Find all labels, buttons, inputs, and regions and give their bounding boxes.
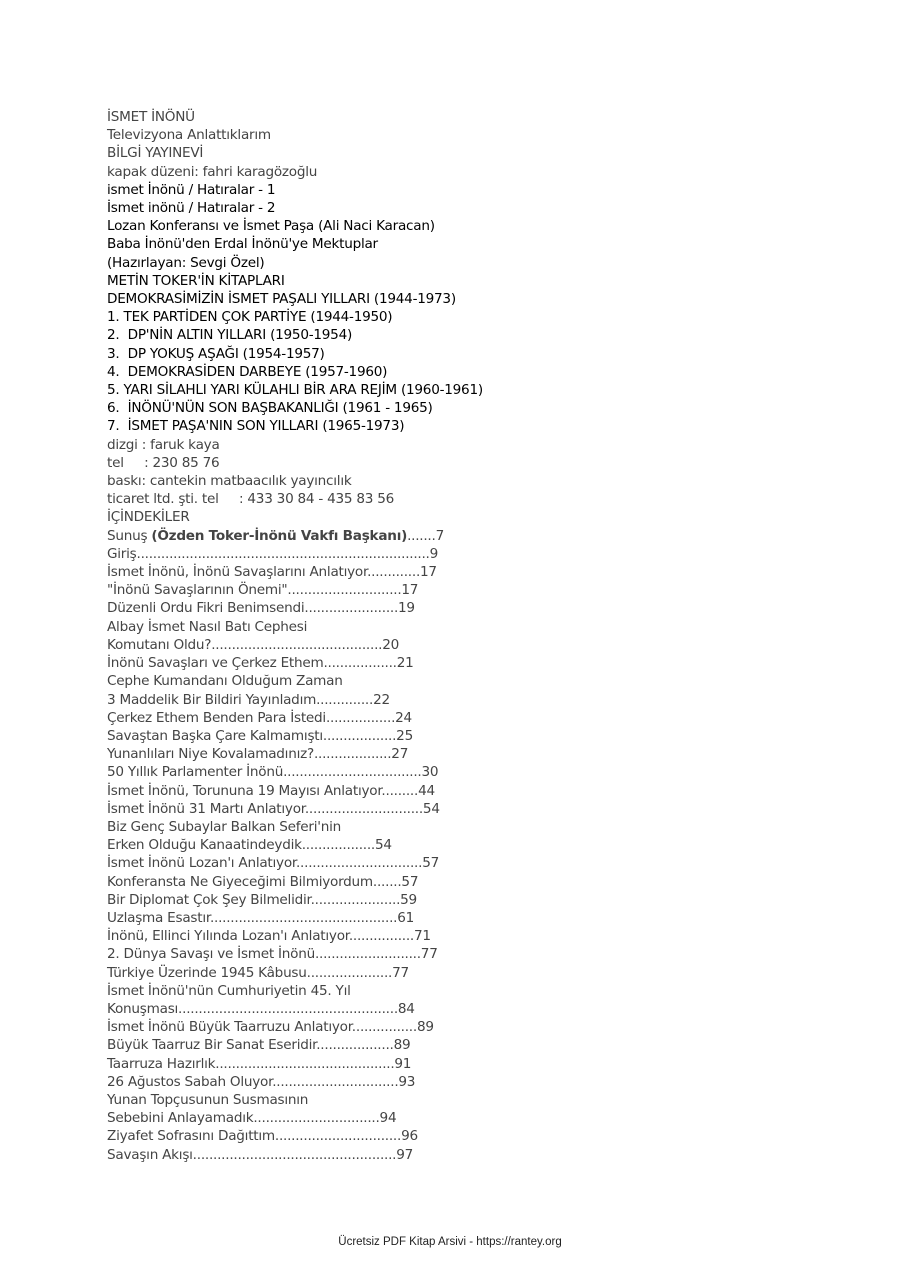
toc-entry: Komutanı Oldu?..........................................20 [107, 636, 400, 653]
front-matter-line: METİN TOKER'İN KİTAPLARI [107, 272, 285, 289]
toc-entry: İnönü Savaşları ve Çerkez Ethem..................21 [107, 655, 414, 672]
front-matter-line: Televizyona Anlattıklarım [107, 127, 271, 144]
toc-entry: 26 Ağustos Sabah Oluyor...............................93 [107, 1073, 416, 1090]
toc-entry: Yunan Topçusunun Susmasının [107, 1091, 309, 1108]
front-matter-line: Baba İnönü'den Erdal İnönü'ye Mektuplar [107, 236, 378, 253]
toc-entry: İsmet İnönü Büyük Taarruzu Anlatıyor................89 [107, 1019, 434, 1036]
sunus-prefix: Sunuş [107, 527, 152, 544]
toc-entry: 2. Dünya Savaşı ve İsmet İnönü..........................77 [107, 946, 438, 963]
toc-entry: Yunanlıları Niye Kovalamadınız?...................27 [107, 746, 409, 763]
front-matter-line: İSMET İNÖNÜ [107, 109, 195, 125]
front-matter-line: İÇİNDEKİLER [107, 509, 190, 526]
front-matter-line: 3. DP YOKUŞ AŞAĞI (1954-1957) [107, 345, 325, 362]
toc-entry: Çerkez Ethem Benden Para İstedi.................24 [107, 709, 412, 726]
front-matter-line: 5. YARI SİLAHLI YARI KÜLAHLI BİR ARA REJİM (1960-1961) [107, 382, 483, 399]
sunus-suffix: .......7 [407, 527, 444, 544]
toc-entry: Savaşın Akışı..................................................97 [107, 1146, 414, 1163]
toc-entry: Konuşması......................................................84 [107, 1000, 415, 1017]
front-matter-line: baskı: cantekin matbaacılık yayıncılık [107, 473, 352, 490]
toc-entry: Giriş........................................................................9 [107, 545, 439, 562]
front-matter-line: tel : 230 85 76 [107, 454, 220, 471]
toc-entry: İsmet İnönü, İnönü Savaşlarını Anlatıyor.............17 [107, 564, 437, 581]
toc-entry: İsmet İnönü 31 Martı Anlatıyor.............................54 [107, 800, 440, 817]
toc-entry: Düzenli Ordu Fikri Benimsendi.......................19 [107, 600, 415, 617]
toc-entry: Biz Genç Subaylar Balkan Seferi'nin [107, 818, 341, 835]
toc-entry: Erken Olduğu Kanaatindeydik..................54 [107, 837, 392, 854]
toc-entry: Ziyafet Sofrasını Dağıttım...............................96 [107, 1128, 418, 1145]
front-matter [107, 108, 807, 527]
toc-entry: Albay İsmet Nasıl Batı Cephesi [107, 618, 308, 635]
front-matter-line: dizgi : faruk kaya [107, 436, 220, 453]
front-matter-line: BİLGİ YAYINEVİ [107, 145, 204, 162]
toc-entry: Uzlaşma Esastır..............................................61 [107, 909, 415, 926]
sunus-bold: (Özden Toker-İnönü Vakfı Başkanı) [151, 527, 408, 544]
front-matter-line: 6. İNÖNÜ'NÜN SON BAŞBAKANLIĞI (1961 - 1965) [107, 400, 433, 417]
front-matter-line: 7. İSMET PAŞA'NIN SON YILLARI (1965-1973) [107, 418, 405, 435]
toc-entry: "İnönü Savaşlarının Önemi"............................17 [107, 582, 419, 599]
front-matter-line: kapak düzeni: fahri karagözoğlu [107, 163, 318, 180]
document-page [107, 108, 807, 1164]
front-matter-line: 4. DEMOKRASİDEN DARBEYE (1957-1960) [107, 363, 388, 380]
toc-entry: Sebebini Anlayamadık...............................94 [107, 1110, 397, 1127]
table-of-contents [107, 545, 807, 1164]
front-matter-line: ismet İnönü / Hatıralar - 1 [107, 181, 276, 198]
toc-entry: Cephe Kumandanı Olduğum Zaman [107, 673, 343, 690]
toc-entry: Savaştan Başka Çare Kalmamıştı..................25 [107, 727, 413, 744]
toc-entry: Türkiye Üzerinde 1945 Kâbusu.....................77 [107, 964, 409, 981]
toc-entry: Büyük Taarruz Bir Sanat Eseridir...................89 [107, 1037, 411, 1054]
toc-entry: 50 Yıllık Parlamenter İnönü..................................30 [107, 764, 439, 781]
front-matter-line: Lozan Konferansı ve İsmet Paşa (Ali Naci Karacan) [107, 218, 435, 235]
toc-entry: İsmet İnönü Lozan'ı Anlatıyor...............................57 [107, 855, 439, 872]
toc-sunus-entry [107, 527, 807, 545]
front-matter-line: (Hazırlayan: Sevgi Özel) [107, 254, 265, 271]
toc-entry: İsmet İnönü, Torununa 19 Mayısı Anlatıyor.........44 [107, 782, 435, 799]
toc-entry: Taarruza Hazırlık............................................91 [107, 1055, 412, 1072]
footer-text: Ücretsiz PDF Kitap Arsivi - https://rantey.org [338, 1236, 562, 1248]
toc-entry: İsmet İnönü'nün Cumhuriyetin 45. Yıl [107, 982, 351, 999]
front-matter-line: 1. TEK PARTİDEN ÇOK PARTİYE (1944-1950) [107, 309, 393, 326]
front-matter-line: 2. DP'NİN ALTIN YILLARI (1950-1954) [107, 327, 353, 344]
front-matter-line: İsmet inönü / Hatıralar - 2 [107, 200, 276, 217]
front-matter-line: DEMOKRASİMİZİN İSMET PAŞALI YILLARI (1944-1973) [107, 291, 456, 308]
toc-entry: Konferansta Ne Giyeceğimi Bilmiyordum.......57 [107, 873, 419, 890]
toc-entry: 3 Maddelik Bir Bildiri Yayınladım..............22 [107, 691, 390, 708]
front-matter-line: ticaret ltd. şti. tel : 433 30 84 - 435 83 56 [107, 491, 395, 508]
toc-entry: İnönü, Ellinci Yılında Lozan'ı Anlatıyor................71 [107, 928, 431, 945]
toc-entry: Bir Diplomat Çok Şey Bilmelidir......................59 [107, 891, 417, 908]
